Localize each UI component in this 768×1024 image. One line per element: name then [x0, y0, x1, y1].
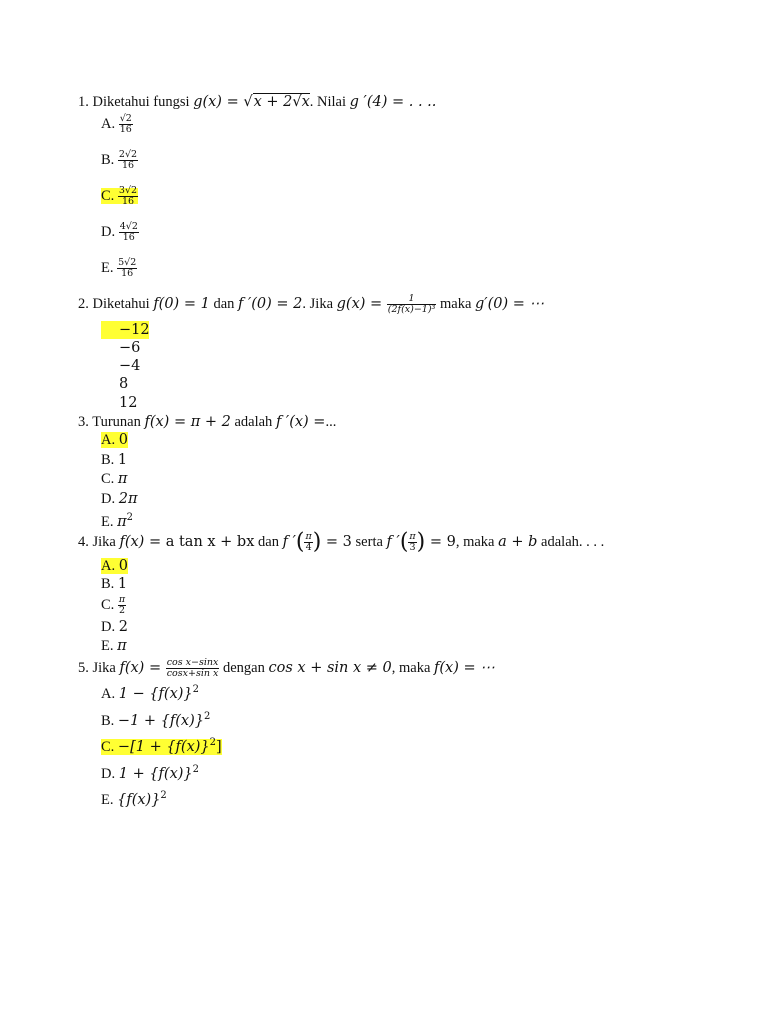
- q1-expression: g ′(4) = . . ..: [349, 94, 437, 110]
- q5-math-1: f(x) =: [119, 660, 166, 676]
- q4-derivative-1: f ′: [282, 534, 296, 550]
- q2-math-4: g′(0) = ⋯: [475, 296, 544, 312]
- question-4: [78, 529, 605, 555]
- option-label: B.: [101, 452, 115, 468]
- option-label: E.: [101, 791, 114, 808]
- q2-math-2: f ′(0) = 2: [238, 296, 303, 312]
- q5-text: 5. Jika: [78, 660, 120, 676]
- option-fraction: $\frac{5√2}{16}$: [118, 257, 137, 280]
- q4-equals-3: = 3: [321, 534, 352, 550]
- q2-math-3: g(x) =: [336, 296, 387, 312]
- q4-fraction-2: $\frac{\pi}{3}$: [409, 531, 416, 554]
- right-paren: ): [312, 529, 322, 555]
- q4-option-a[interactable]: [101, 556, 128, 576]
- option-label: E.: [101, 638, 114, 654]
- q4-option-b[interactable]: [101, 574, 127, 594]
- option-label: B.: [101, 576, 115, 592]
- sqrt-symbol: √: [243, 94, 253, 110]
- q4-text-adalah: adalah. . . .: [537, 534, 605, 550]
- q5-text-dengan: dengan: [219, 660, 269, 676]
- option-fraction: $\frac{2√2}{16}$: [118, 149, 138, 172]
- option-value: −[1 + {f(x)}: [117, 738, 210, 755]
- q2-fraction: $\frac{1}{\text{(2f(x)−1)³}}$: [387, 293, 436, 316]
- highlighted-answer: [101, 432, 128, 448]
- option-value: 1 + {f(x)}: [118, 765, 193, 782]
- q2-option-2[interactable]: [119, 338, 140, 358]
- q4-option-d[interactable]: [101, 617, 128, 637]
- option-value: −6: [119, 340, 141, 356]
- q4-text-maka: , maka: [455, 534, 499, 550]
- option-value: 0: [118, 558, 128, 574]
- highlighted-answer: [101, 739, 222, 755]
- option-exponent: 2: [192, 764, 200, 775]
- q4-text-serta: serta: [351, 534, 387, 550]
- q5-option-e[interactable]: [101, 786, 167, 810]
- q1-option-b[interactable]: [101, 150, 138, 171]
- q3-option-b[interactable]: [101, 450, 127, 470]
- q2-text-maka: maka: [436, 296, 476, 312]
- q5-option-d[interactable]: [101, 760, 199, 784]
- option-label: B.: [101, 152, 115, 168]
- option-fraction: $\frac{√2}{16}$: [119, 113, 132, 136]
- option-label: A.: [101, 685, 116, 702]
- q2-text: 2. Diketahui: [78, 296, 154, 312]
- option-value: −12: [119, 322, 150, 338]
- option-value: 2π: [118, 491, 138, 507]
- option-value: π: [117, 638, 127, 654]
- question-3: [78, 412, 336, 432]
- option-label: A.: [101, 432, 116, 448]
- q4-math-1b: a tan x + bx: [165, 534, 255, 550]
- q5-math-3: f(x) = ⋯: [434, 660, 495, 676]
- q5-text-maka: , maka: [391, 660, 435, 676]
- q2-option-1[interactable]: [101, 320, 150, 340]
- q3-text: 3. Turunan: [78, 414, 145, 430]
- highlighted-answer: [101, 558, 128, 574]
- option-fraction: $\frac{\pi}{2}$: [118, 594, 126, 617]
- q5-fraction: $\frac{\text{cos x−sinx}}{\text{cosx+sin x}}$: [166, 657, 219, 680]
- option-exponent: 2: [160, 790, 167, 801]
- option-value: 8: [119, 376, 129, 392]
- option-label: E.: [101, 260, 114, 276]
- option-value: 1: [117, 452, 128, 468]
- option-label: A.: [101, 116, 116, 132]
- q3-option-e[interactable]: [101, 508, 133, 532]
- option-label: C.: [101, 188, 115, 204]
- option-exponent: 2: [192, 684, 200, 695]
- option-label: D.: [101, 619, 116, 635]
- q4-math-1: f(x) =: [119, 534, 166, 550]
- option-label: C.: [101, 597, 115, 613]
- q4-option-c[interactable]: [101, 595, 126, 616]
- option-exponent: 2: [126, 512, 134, 523]
- q1-option-c[interactable]: [101, 186, 138, 207]
- q5-math-2: cos x + sin x ≠ 0: [268, 660, 392, 676]
- q2-option-3[interactable]: [119, 356, 140, 376]
- option-value: {f(x)}: [117, 791, 161, 808]
- q1-option-e[interactable]: [101, 258, 137, 279]
- option-value: 0: [118, 432, 128, 448]
- q2-option-4[interactable]: [119, 374, 128, 394]
- left-paren: (: [399, 529, 409, 555]
- option-value: −4: [119, 358, 141, 374]
- q3-option-d[interactable]: [101, 489, 138, 509]
- q4-derivative-2: f ′: [386, 534, 400, 550]
- q3-ellipsis: ...: [325, 414, 337, 430]
- q2-option-5[interactable]: [119, 393, 137, 413]
- q2-text-jika: . Jika: [302, 296, 337, 312]
- option-exponent: 2: [209, 737, 217, 748]
- right-paren: ): [416, 529, 426, 555]
- option-label: C.: [101, 471, 115, 487]
- q1-text-nilai: . Nilai: [309, 94, 350, 110]
- option-label: A.: [101, 558, 116, 574]
- q2-math-1: f(0) = 1: [153, 296, 210, 312]
- q3-option-a[interactable]: [101, 430, 128, 450]
- option-tail: ]: [216, 738, 222, 755]
- option-label: B.: [101, 712, 115, 729]
- q5-option-a[interactable]: [101, 680, 199, 704]
- option-value: −1 + {f(x)}: [117, 712, 204, 729]
- q5-option-b[interactable]: [101, 707, 210, 731]
- option-value: 1: [117, 576, 128, 592]
- option-label: D.: [101, 491, 116, 507]
- option-value: π: [117, 513, 127, 530]
- q1-radicand: x + 2√x: [253, 94, 310, 110]
- q1-text: 1. Diketahui fungsi: [78, 94, 190, 110]
- q1-option-a[interactable]: [101, 114, 133, 135]
- option-value: 2: [118, 619, 128, 635]
- option-value: 12: [119, 395, 138, 411]
- q4-fraction-1: $\frac{\pi}{4}$: [305, 531, 312, 554]
- q4-equals-9: = 9: [425, 534, 456, 550]
- question-5: [78, 658, 495, 679]
- option-value: π: [117, 471, 128, 487]
- question-1: [78, 92, 436, 112]
- option-label: E.: [101, 513, 114, 530]
- q1-function: g(x) =: [193, 94, 244, 110]
- highlighted-answer: [101, 185, 138, 208]
- left-paren: (: [295, 529, 305, 555]
- question-2: [78, 294, 544, 315]
- option-label: D.: [101, 765, 116, 782]
- option-fraction: $\frac{4√2}{16}$: [119, 221, 138, 244]
- q4-math-3: a + b: [498, 534, 538, 550]
- q3-math-1: f(x) = π + 2: [144, 414, 231, 430]
- q3-text-adalah: adalah: [230, 414, 276, 430]
- option-label: C.: [101, 738, 115, 755]
- option-label: D.: [101, 224, 116, 240]
- q2-text-dan: dan: [209, 296, 238, 312]
- q3-option-c[interactable]: [101, 469, 127, 489]
- option-fraction: $\frac{3√2}{16}$: [118, 185, 138, 208]
- option-exponent: 2: [203, 711, 211, 722]
- q5-option-c[interactable]: [101, 733, 222, 757]
- q4-text-dan: dan: [254, 534, 283, 550]
- q4-text: 4. Jika: [78, 534, 120, 550]
- option-value: 1 − {f(x)}: [118, 685, 193, 702]
- q1-option-d[interactable]: [101, 222, 139, 243]
- q3-math-2: f ′(x) =: [275, 414, 326, 430]
- q4-option-e[interactable]: [101, 636, 127, 656]
